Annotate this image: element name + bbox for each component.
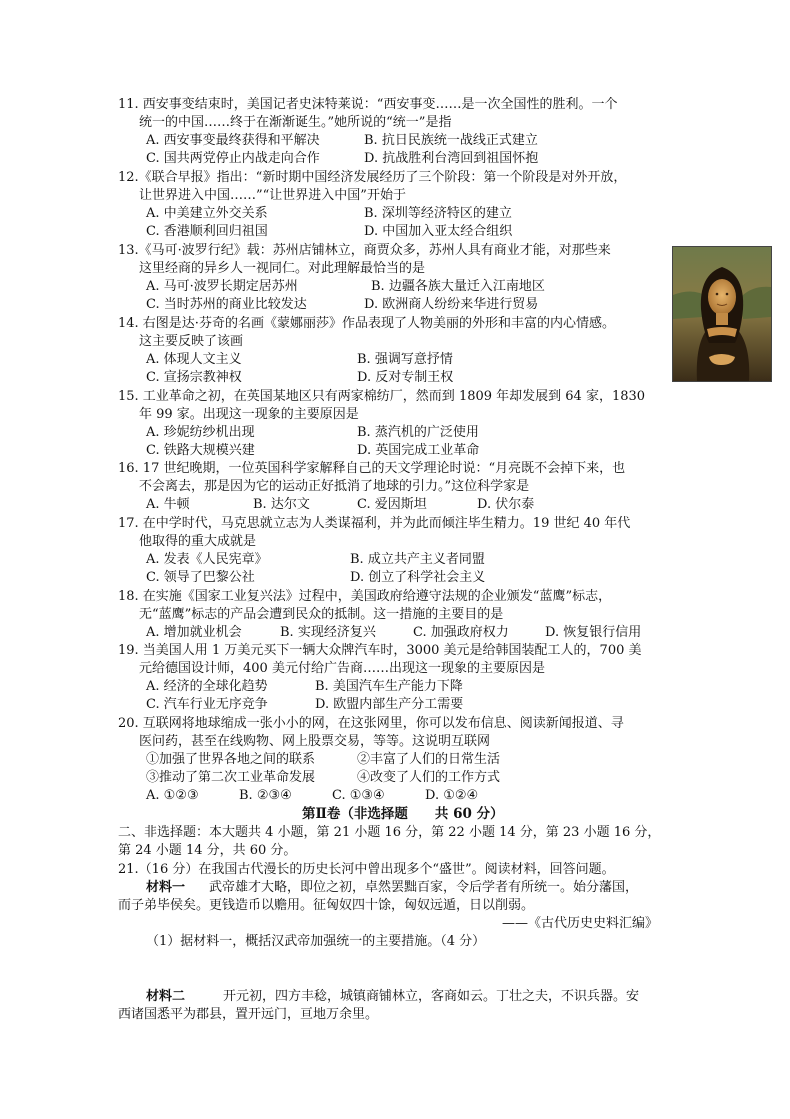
question-20-line-2: 医问药，甚至在线购物、网上股票交易，等等。这说明互联网 (139, 734, 491, 749)
question-17-option-a: A. 发表《人民宪章》 (146, 552, 268, 567)
material-1-source: ——《古代历史史料汇编》 (502, 916, 659, 931)
question-11-option-d: D. 抗战胜利台湾回到祖国怀抱 (364, 151, 539, 166)
question-11-option-a: A. 西安事变最终获得和平解决 (146, 133, 320, 148)
question-17-line-1: 17. 在中学时代，马克思就立志为人类谋福利，并为此而倾注毕生精力。19 世纪 40 年代 (118, 516, 631, 531)
question-16-line-2: 不会离去，那是因为它的运动正好抵消了地球的引力。”这位科学家是 (139, 479, 530, 494)
question-13-line-2: 这里经商的异乡人一视同仁。对此理解最恰当的是 (139, 261, 426, 276)
question-17-line-2: 他取得的重大成就是 (139, 534, 257, 549)
question-18-option-d: D. 恢复银行信用 (545, 625, 642, 640)
question-20-statement-2: ②丰富了人们的日常生活 (357, 752, 501, 767)
question-16-option-a: A. 牛顿 (146, 497, 190, 512)
question-11-line-2: 统一的中国……终于在渐渐诞生。”她所说的“统一”是指 (139, 115, 452, 130)
question-20-line-1: 20. 互联网将地球缩成一张小小的网，在这张网里，你可以发布信息、阅读新闻报道、寻 (118, 716, 624, 731)
question-17-option-d: D. 创立了科学社会主义 (350, 570, 486, 585)
question-13-line-1: 13.《马可·波罗行纪》载：苏州店铺林立，商贾众多，苏州人具有商业才能，对那些来 (118, 243, 611, 258)
mona-lisa-image (672, 246, 772, 382)
question-21-prompt: 21.（16 分）在我国古代漫长的历史长河中曾出现多个“盛世”。阅读材料，回答问题。 (118, 862, 615, 877)
question-20-statement-3: ③推动了第二次工业革命发展 (146, 770, 316, 785)
question-14-option-c: C. 宣扬宗教神权 (146, 370, 242, 385)
question-16-option-c: C. 爱因斯坦 (357, 497, 427, 512)
question-18-option-c: C. 加强政府权力 (413, 625, 509, 640)
question-17-option-b: B. 成立共产主义者同盟 (350, 552, 485, 567)
question-14-option-b: B. 强调写意抒情 (357, 352, 453, 367)
question-19-option-a: A. 经济的全球化趋势 (146, 679, 268, 694)
question-18-line-2: 无“蓝鹰”标志的产品会遭到民众的抵制。这一措施的主要目的是 (139, 607, 504, 622)
question-17-option-c: C. 领导了巴黎公社 (146, 570, 255, 585)
question-12-line-2: 让世界进入中国……”“让世界进入中国”开始于 (139, 188, 406, 203)
question-16-option-d: D. 伏尔泰 (477, 497, 535, 512)
question-13-option-d: D. 欧洲商人纷纷来华进行贸易 (364, 297, 539, 312)
question-16-line-1: 16. 17 世纪晚期，一位英国科学家解释自己的天文学理论时说：“月亮既不会掉下来，也 (118, 461, 626, 476)
question-13-option-a: A. 马可·波罗长期定居苏州 (146, 279, 298, 294)
question-18-option-b: B. 实现经济复兴 (280, 625, 376, 640)
material-1-label: 材料一 (146, 880, 186, 895)
material-1-line-2: 而子弟毕侯矣。更钱造币以赡用。征匈奴四十馀，匈奴远遁，日以削弱。 (118, 898, 535, 913)
question-11-option-b: B. 抗日民族统一战线正式建立 (364, 133, 538, 148)
question-20-statement-1: ①加强了世界各地之间的联系 (146, 752, 316, 767)
question-12-option-c: C. 香港顺利回归祖国 (146, 224, 268, 239)
section-2-intro-line-2: 第 24 小题 14 分，共 60 分。 (118, 843, 297, 858)
question-12-line-1: 12.《联合早报》指出：“新时期中国经济发展经历了三个阶段：第一个阶段是对外开放， (118, 170, 627, 185)
question-19-line-2: 元给德国设计师，400 美元付给广告商……出现这一现象的主要原因是 (139, 661, 545, 676)
material-2-label: 材料二 (146, 989, 186, 1004)
question-13-option-b: B. 边疆各族大量迁入江南地区 (371, 279, 545, 294)
section-2-intro-line-1: 二、非选择题：本大题共 4 小题，第 21 小题 16 分，第 22 小题 14 分，第 23 小题 16 分， (118, 825, 661, 840)
question-19-option-d: D. 欧盟内部生产分工需要 (315, 697, 464, 712)
material-2-line-2: 西诸国悉平为郡县，置开远门，亘地万余里。 (118, 1007, 379, 1022)
question-19-option-c: C. 汽车行业无序竞争 (146, 697, 268, 712)
question-15-option-c: C. 铁路大规模兴建 (146, 443, 255, 458)
question-18-option-a: A. 增加就业机会 (146, 625, 242, 640)
question-12-option-b: B. 深圳等经济特区的建立 (364, 206, 512, 221)
question-20-option-b: B. ②③④ (239, 788, 292, 803)
question-14-line-2: 这主要反映了该画 (139, 334, 244, 349)
question-15-line-1: 15. 工业革命之初，在英国某地区只有两家棉纺厂，然而到 1809 年却发展到 64 家，1830 (118, 389, 646, 404)
question-20-option-d: D. ①②④ (425, 788, 479, 803)
question-14-line-1: 14. 右图是达·芬奇的名画《蒙娜丽莎》作品表现了人物美丽的外形和丰富的内心情感。 (118, 316, 615, 331)
question-11-option-c: C. 国共两党停止内战走向合作 (146, 151, 320, 166)
question-20-option-c: C. ①③④ (332, 788, 385, 803)
question-13-option-c: C. 当时苏州的商业比较发达 (146, 297, 307, 312)
question-14-option-a: A. 体现人文主义 (146, 352, 242, 367)
section-2-title: 第Ⅱ卷（非选择题 共 60 分） (302, 806, 504, 822)
question-21-sub-1: （1）据材料一，概括汉武帝加强统一的主要措施。（4 分） (146, 934, 486, 949)
question-12-option-a: A. 中美建立外交关系 (146, 206, 268, 221)
question-15-line-2: 年 99 家。出现这一现象的主要原因是 (139, 407, 359, 422)
question-20-option-a: A. ①②③ (146, 788, 199, 803)
question-15-option-b: B. 蒸汽机的广泛使用 (357, 425, 479, 440)
question-15-option-a: A. 珍妮纺纱机出现 (146, 425, 255, 440)
question-11-line-1: 11. 西安事变结束时，美国记者史沫特莱说：“西安事变……是一次全国性的胜利。一个 (118, 97, 618, 112)
question-16-option-b: B. 达尔文 (253, 497, 310, 512)
question-20-statement-4: ④改变了人们的工作方式 (357, 770, 501, 785)
question-14-option-d: D. 反对专制王权 (357, 370, 454, 385)
question-19-option-b: B. 美国汽车生产能力下降 (315, 679, 463, 694)
material-2-line-1: 开元初，四方丰稔，城镇商铺林立，客商如云。丁壮之夫，不识兵器。安 (223, 989, 640, 1004)
question-18-line-1: 18. 在实施《国家工业复兴法》过程中，美国政府给遵守法规的企业颁发“蓝鹰”标志， (118, 589, 612, 604)
question-15-option-d: D. 英国完成工业革命 (357, 443, 480, 458)
question-19-line-1: 19. 当美国人用 1 万美元买下一辆大众牌汽车时，3000 美元是给韩国装配工人的，700 美 (118, 643, 642, 658)
question-12-option-d: D. 中国加入亚太经合组织 (364, 224, 513, 239)
material-1-line-1: 武帝雄才大略，即位之初，卓然罢黜百家，令后学者有所统一。始分藩国， (209, 880, 639, 895)
